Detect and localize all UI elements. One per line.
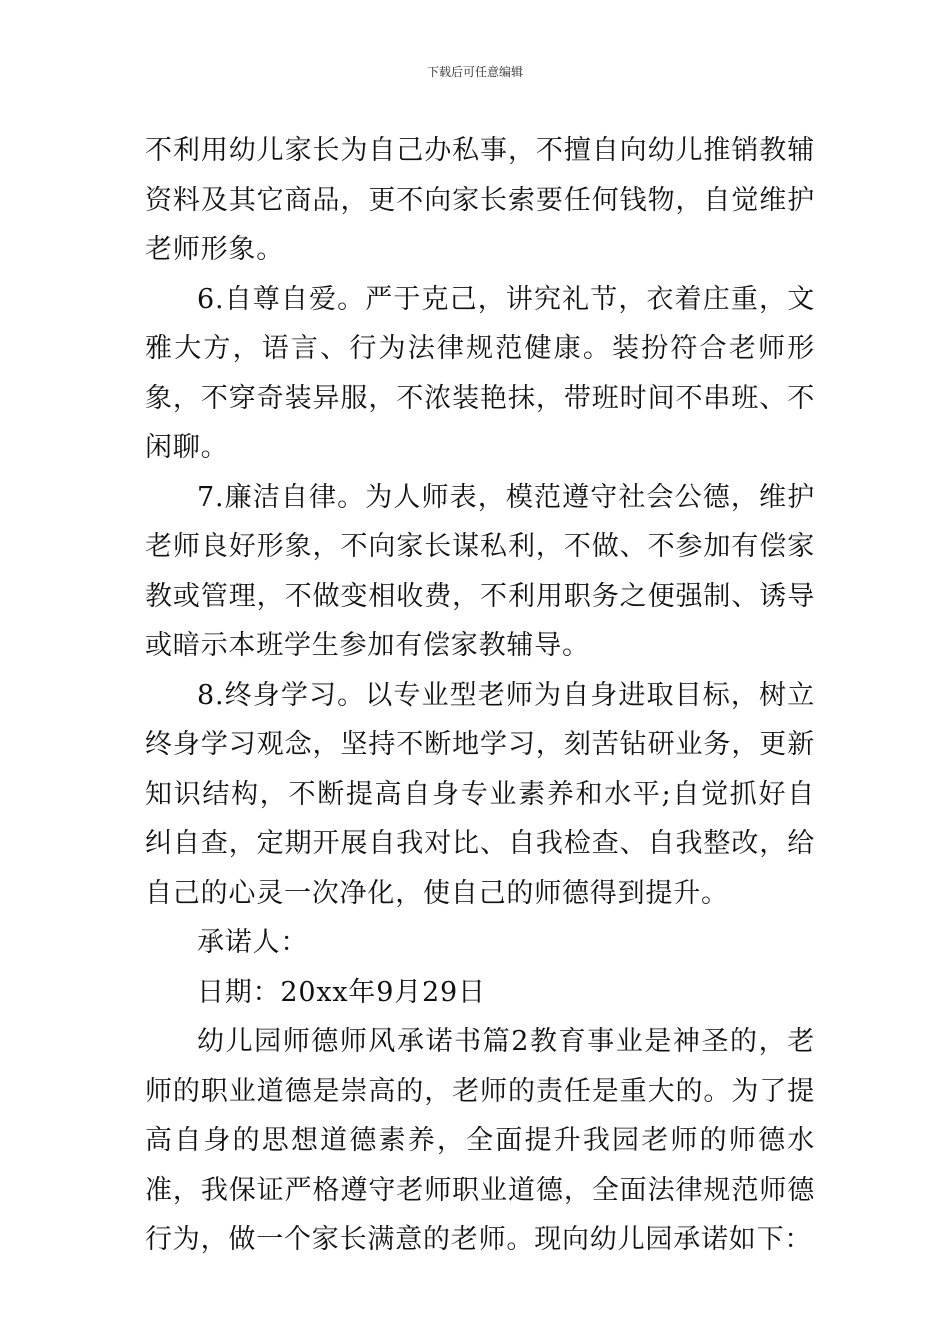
paragraph-item-8: 8.终身学习。以专业型老师为自身进取目标，树立终身学习观念，坚持不断地学习，刻苦钻研业务，更新知识结构，不断提高自身专业素养和水平;自觉抓好自纠自查，定期开展自我对比、自我检查、自我整改，给自己的心灵一次净化，使自己的师德得到提升。: [145, 679, 815, 909]
paragraph-item-6: 6.自尊自爱。严于克己，讲究礼节，衣着庄重，文雅大方，语言、行为法律规范健康。装扮符合老师形象，不穿奇装异服，不浓装艳抹，带班时间不串班、不闲聊。: [145, 283, 815, 463]
document-body: [145, 126, 815, 1265]
page-header: 下载后可任意编辑: [426, 65, 523, 79]
date-line: 日期：20xx年9月29日: [197, 976, 486, 1008]
paragraph-continuation: 不利用幼儿家长为自己办私事，不擅自向幼儿推销教辅资料及其它商品，更不向家长索要任何钱物，自觉维护老师形象。: [145, 135, 815, 265]
signatory-line: 承诺人：: [197, 927, 309, 958]
paragraph-section-2: 幼儿园师德师风承诺书篇2教育事业是神圣的，老师的职业道德是崇高的，老师的责任是重大的。为了提高自身的思想道德素养，全面提升我园老师的师德水准，我保证严格遵守老师职业道德，全面法律规范师德行为，做一个家长满意的老师。现向幼儿园承诺如下：: [145, 1026, 815, 1255]
paragraph-item-7: 7.廉洁自律。为人师表，模范遵守社会公德，维护老师良好形象，不向家长谋私利，不做、不参加有偿家教或管理，不做变相收费，不利用职务之便强制、诱导或暗示本班学生参加有偿家教辅导。: [145, 481, 815, 661]
